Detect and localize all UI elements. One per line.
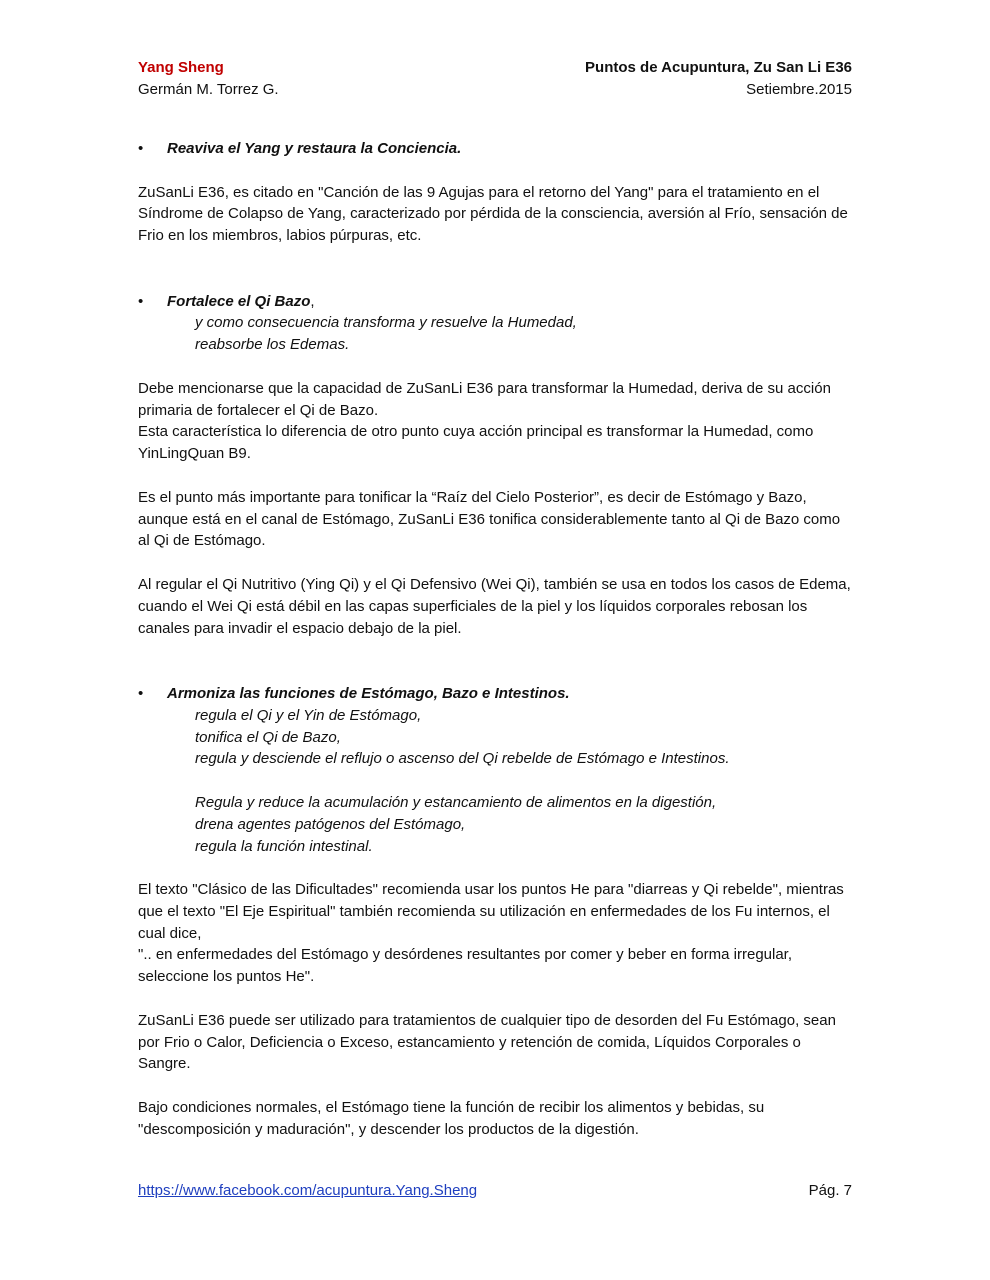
paragraph: Bajo condiciones normales, el Estómago tiene la función de recibir los alimentos y bebidas, su "descomposición y maduración", y descender los productos de la digestión. [138, 1099, 765, 1138]
page-content [138, 138, 852, 1141]
header-author: Germán M. Torrez G. [138, 81, 279, 98]
bullet-dot: • [138, 292, 144, 310]
bullet-item [138, 291, 852, 313]
sub-line: regula la función intestinal. [195, 837, 373, 855]
sub-line: drena agentes patógenos del Estómago, [195, 815, 466, 833]
bullet-dot: • [138, 140, 144, 157]
header-site-title: Yang Sheng [138, 59, 224, 76]
bullet-item [138, 138, 852, 160]
page-number: Pág. 7 [808, 1182, 852, 1199]
paragraph: ZuSanLi E36, es citado en "Canción de las 9 Agujas para el retorno del Yang" para el tratamiento en el Síndrome de Colapso de Yang, caracterizado por pérdida de la consciencia, aversión al Frío, sensación de Frio en los miembros, labios púrpuras, etc. [138, 183, 848, 245]
bullet-heading: Armoniza las funciones de Estómago, Bazo e Intestinos. [167, 684, 570, 702]
bullet-heading: Fortalece el Qi Bazo [167, 292, 311, 310]
sub-line: Regula y reduce la acumulación y estancamiento de alimentos en la digestión, [195, 793, 717, 811]
paragraph: Al regular el Qi Nutritivo (Ying Qi) y el Qi Defensivo (Wei Qi), también se usa en todos los casos de Edema, cuando el Wei Qi está débil en las capas superficiales de la piel y los líquidos corporales rebosan los canales para invadir el espacio debajo de la piel. [138, 575, 851, 637]
sub-line: y como consecuencia transforma y resuelve la Humedad, [195, 314, 577, 332]
paragraph: Debe mencionarse que la capacidad de ZuSanLi E36 para transformar la Humedad, deriva de su acción primaria de fortalecer el Qi de Bazo. [138, 379, 831, 419]
paragraph: Es el punto más importante para tonificar la “Raíz del Cielo Posterior”, es decir de Estómago y Bazo, aunque está en el canal de Estómago, ZuSanLi E36 tonifica considerablemente tanto al Qi de Bazo como al Qi de Estómago. [138, 488, 841, 550]
facebook-link[interactable]: https://www.facebook.com/acupuntura.Yang.Sheng [138, 1182, 478, 1199]
sub-line: tonifica el Qi de Bazo, [195, 728, 341, 746]
bullet-item [138, 683, 852, 705]
paragraph: ZuSanLi E36 puede ser utilizado para tratamientos de cualquier tipo de desorden del Fu Estómago, sean por Frio o Calor, Deficiencia o Exceso, estancamiento y retención de comida, Líquidos Corporales o Sangre. [138, 1011, 836, 1073]
paragraph: ".. en enfermedades del Estómago y desórdenes resultantes por comer y beber en forma irregular, seleccione los puntos He". [138, 946, 793, 986]
header-document-title: Puntos de Acupuntura, Zu San Li E36 [585, 59, 852, 76]
paragraph: Esta característica lo diferencia de otro punto cuya acción principal es transformar la Humedad, como YinLingQuan B9. [138, 423, 814, 463]
sub-line: regula y desciende el reflujo o ascenso del Qi rebelde de Estómago e Intestinos. [195, 750, 730, 768]
sub-line: reabsorbe los Edemas. [195, 336, 350, 354]
footer [138, 1181, 852, 1201]
paragraph: El texto "Clásico de las Dificultades" recomienda usar los puntos He para "diarreas y Qi rebelde", mientras que el texto "El Eje Espiritual" también recomienda su utilización en enfermedades de los Fu internos, el cual dice, [138, 881, 844, 942]
header-date: Setiembre.2015 [746, 81, 852, 98]
sub-line: regula el Qi y el Yin de Estómago, [195, 706, 422, 724]
bullet-heading-tail: , [310, 292, 315, 310]
bullet-heading: Reaviva el Yang y restaura la Conciencia. [167, 140, 462, 157]
bullet-dot: • [138, 684, 144, 702]
